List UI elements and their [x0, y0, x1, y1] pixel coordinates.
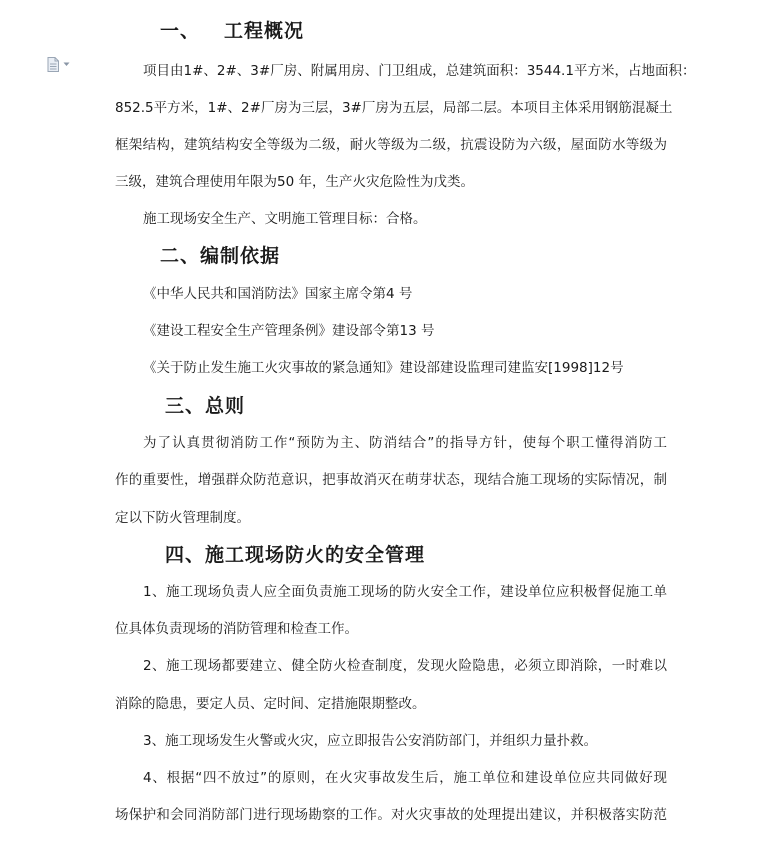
paragraph-line: 项目由1#、2#、3#厂房、附属用房、门卫组成，总建筑面积：3544.1平方米，占地面积：: [143, 63, 696, 79]
heading-number: 一、: [160, 20, 201, 42]
heading-text: 工程概况: [224, 20, 305, 42]
section-heading-2: 二、编制依据: [160, 245, 281, 267]
paragraph-line: 为了认真贯彻消防工作“预防为主、防消结合”的指导方针，使每个职工懂得消防工: [143, 435, 667, 451]
paragraph-line: 场保护和会同消防部门进行现场勘察的工作。对火灾事故的处理提出建议，并积极落实防范: [115, 807, 667, 823]
paragraph-line: 三级，建筑合理使用年限为50 年，生产火灾危险性为戊类。: [115, 174, 474, 190]
paragraph-line: 2、施工现场都要建立、健全防火检查制度，发现火险隐患，必须立即消除，一时难以: [143, 658, 667, 674]
document-icon: [47, 57, 59, 72]
paragraph-line: 施工现场安全生产、文明施工管理目标：合格。: [143, 211, 427, 227]
paragraph-line: 位具体负责现场的消防管理和检查工作。: [115, 621, 358, 637]
paragraph-line: 作的重要性，增强群众防范意识，把事故消灭在萌芽状态，现结合施工现场的实际情况，制: [115, 472, 667, 488]
paragraph-line: 4、根据“四不放过”的原则，在火灾事故发生后，施工单位和建设单位应共同做好现: [143, 770, 667, 786]
reference-line: 《建设工程安全生产管理条例》建设部令第13 号: [143, 323, 435, 339]
section-heading-3: 三、总则: [165, 395, 246, 417]
reference-line: 《中华人民共和国消防法》国家主席令第4 号: [143, 286, 413, 302]
paragraph-line: 消除的隐患，要定人员、定时间、定措施限期整改。: [115, 696, 426, 712]
paragraph-line: 3、施工现场发生火警或火灾，应立即报告公安消防部门，并组织力量扑救。: [143, 733, 598, 749]
chevron-down-icon: [63, 62, 70, 67]
paragraph-line: 定以下防火管理制度。: [115, 510, 250, 526]
paragraph-line: 852.5平方米，1#、2#厂房为三层，3#厂房为五层，局部二层。本项目主体采用钢筋混凝土: [115, 100, 673, 116]
reference-line: 《关于防止发生施工火灾事故的紧急通知》建设部建设监理司建监安[1998]12号: [143, 360, 624, 376]
paragraph-line: 框架结构，建筑结构安全等级为二级，耐火等级为二级，抗震设防为六级，屋面防水等级为: [115, 137, 667, 153]
document-options-icon[interactable]: [47, 56, 77, 72]
paragraph-line: 1、施工现场负责人应全面负责施工现场的防火安全工作，建设单位应积极督促施工单: [143, 584, 667, 600]
section-heading-1: [160, 16, 304, 43]
section-heading-4: 四、施工现场防火的安全管理: [165, 544, 426, 566]
